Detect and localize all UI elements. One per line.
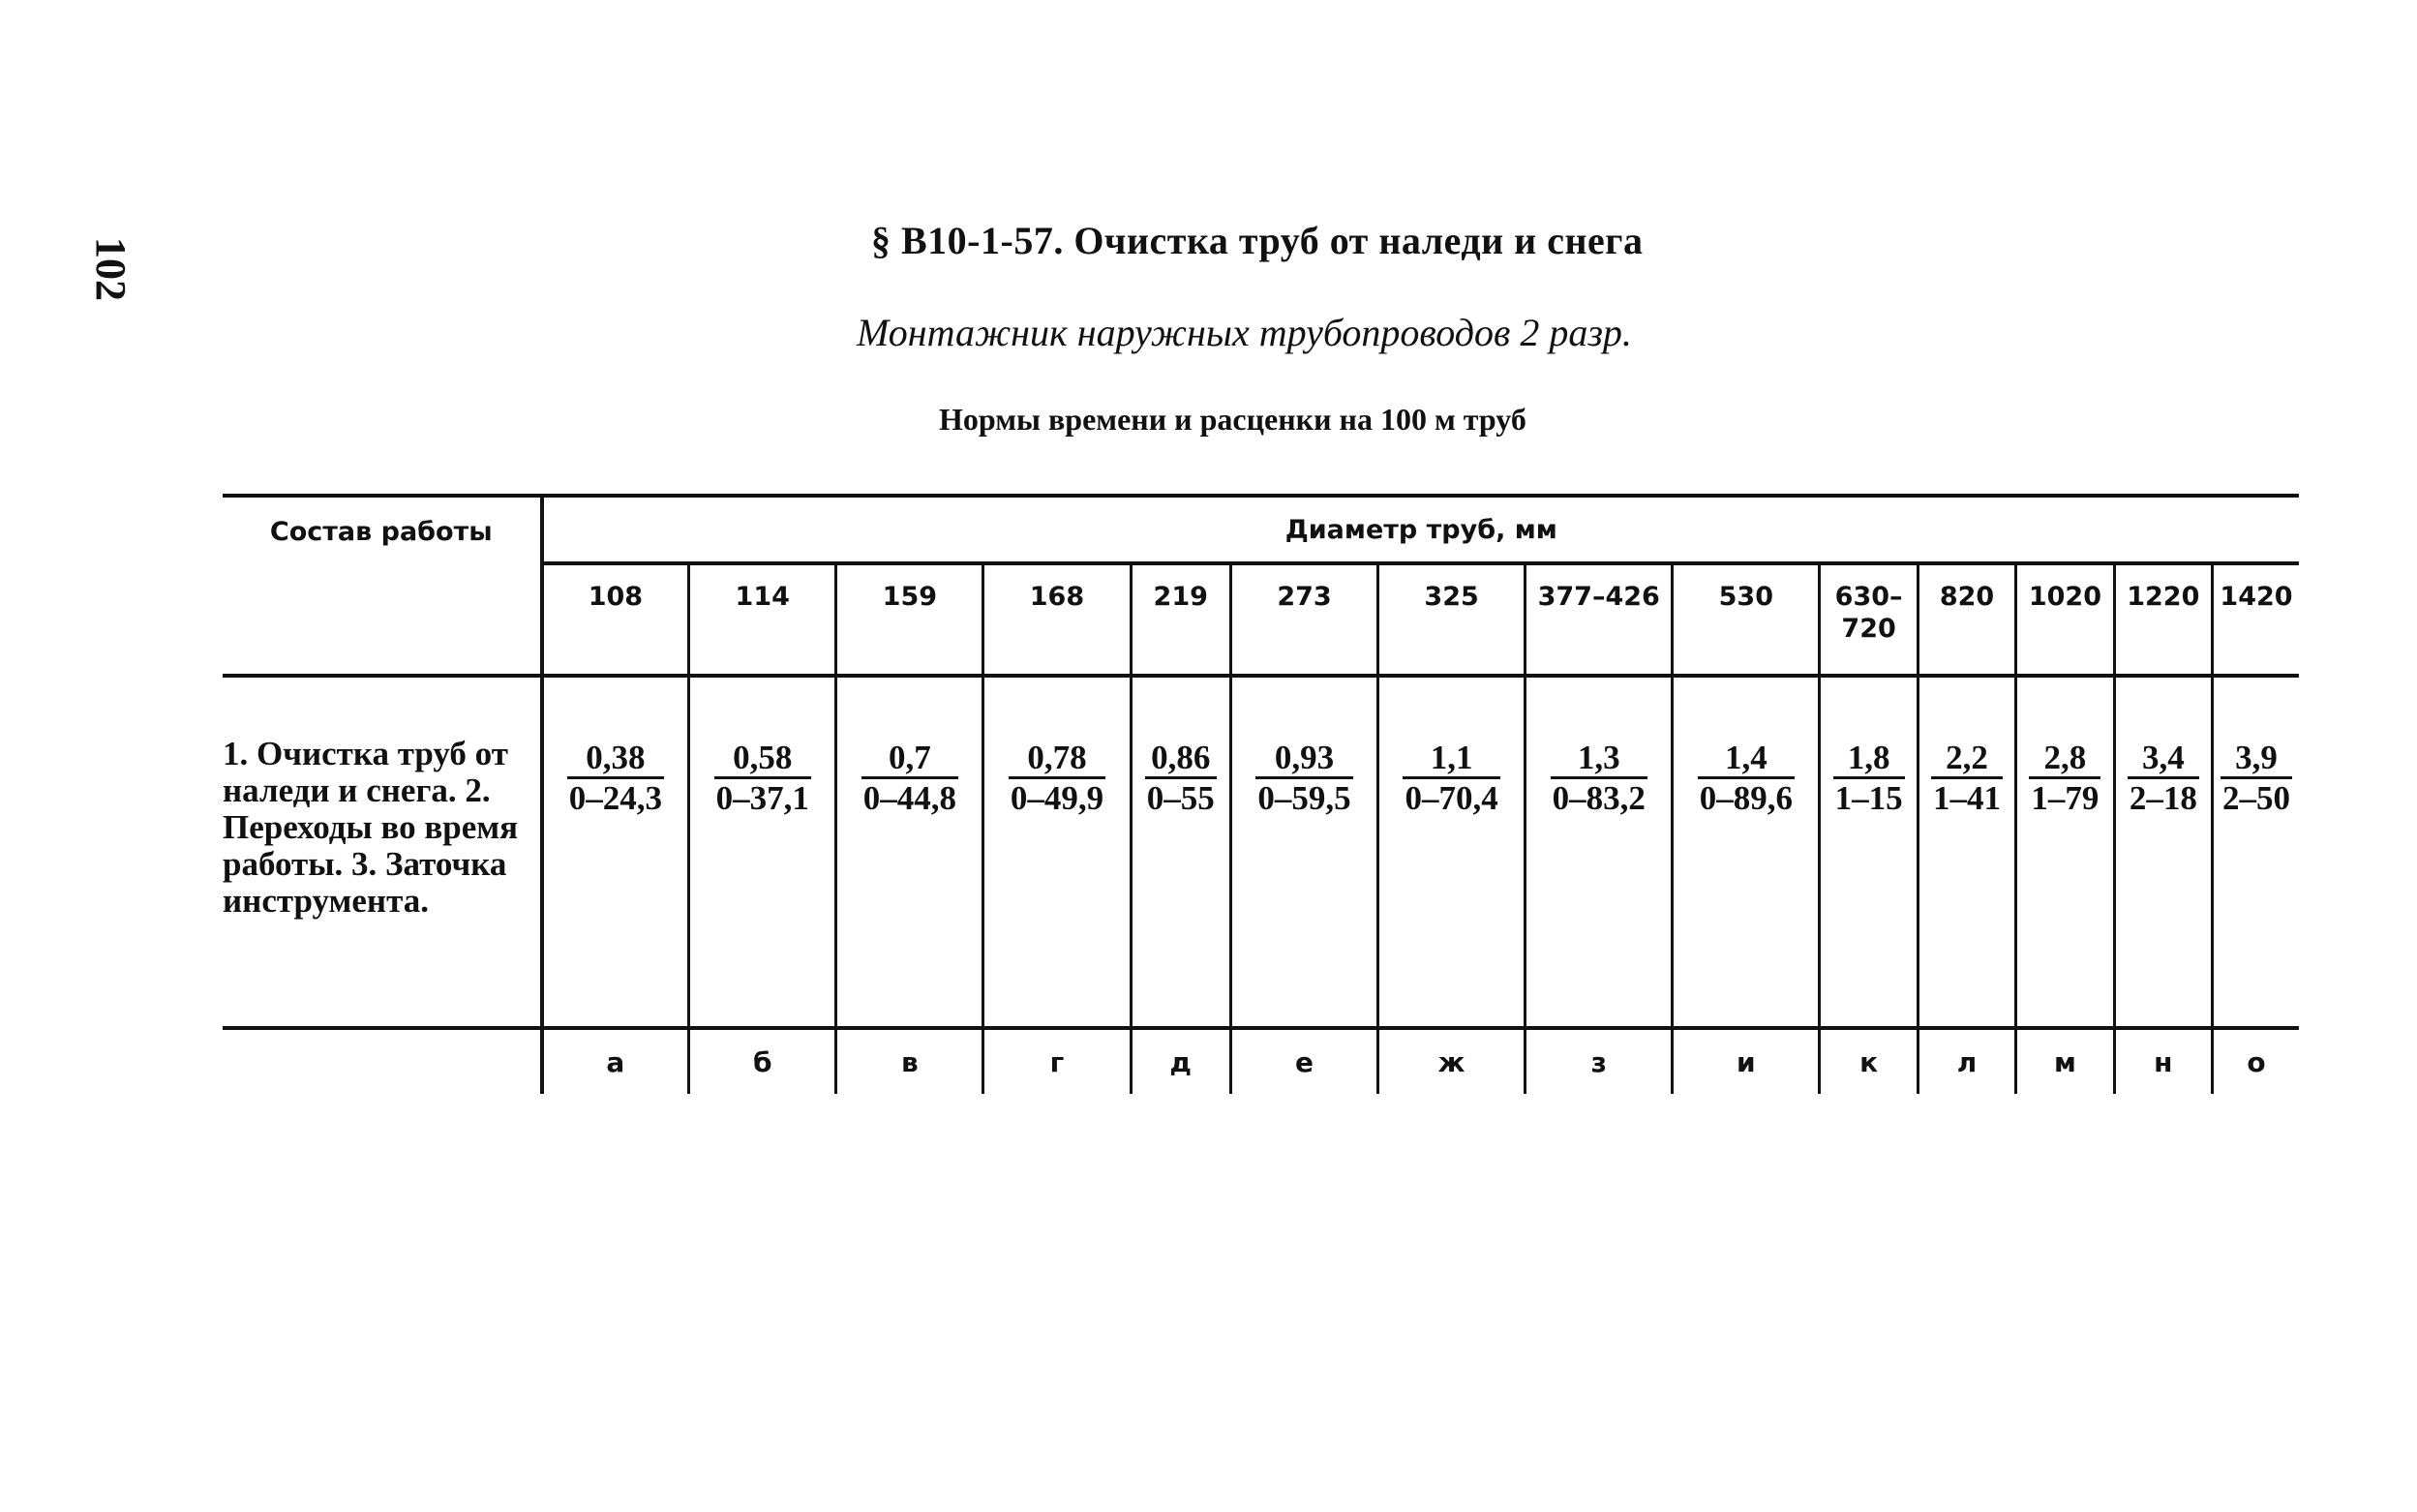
norm-rate-fraction <box>1931 740 2003 818</box>
norm-rate-fraction <box>1551 740 1647 818</box>
rate-value: 0–89,6 <box>1699 779 1793 817</box>
rate-value: 0–55 <box>1146 779 1215 817</box>
rate-value: 1–79 <box>2031 779 2100 817</box>
column-letter: м <box>2016 1028 2114 1094</box>
column-letter: к <box>1820 1028 1918 1094</box>
norm-rate-fraction <box>1403 740 1499 818</box>
column-letter: о <box>2247 1045 2266 1078</box>
diameter-cell: 630–720 <box>1820 563 1918 676</box>
rate-value: 1–15 <box>1834 779 1903 817</box>
rate-value: 0–37,1 <box>715 779 809 817</box>
norm-rate-fraction <box>1255 740 1352 818</box>
norm-rate-fraction <box>714 740 811 818</box>
diameter-cell: 219 <box>1131 563 1230 676</box>
norm-rate-cell <box>689 676 836 1028</box>
diameter-cell: 168 <box>983 563 1131 676</box>
norm-rate-cell <box>1918 676 2015 1028</box>
time-norm-value: 1,4 <box>1698 740 1795 779</box>
norm-rate-fraction <box>1698 740 1795 818</box>
column-letter: з <box>1526 1028 1673 1094</box>
norms-table <box>223 494 2299 1094</box>
norm-rate-fraction <box>1009 740 1105 818</box>
norm-rate-fraction <box>1145 740 1217 818</box>
column-letter: н <box>2114 1028 2212 1094</box>
norm-rate-cell <box>1673 676 1820 1028</box>
diameter-cell: 114 <box>689 563 836 676</box>
time-norm-value: 0,58 <box>714 740 811 779</box>
time-norm-value: 0,38 <box>567 740 664 779</box>
time-norm-value: 3,4 <box>2128 740 2199 779</box>
norm-rate-cell <box>1230 676 1377 1028</box>
column-letter: б <box>689 1028 836 1094</box>
column-letter: д <box>1131 1028 1230 1094</box>
column-letter: г <box>983 1028 1131 1094</box>
time-norm-value: 0,7 <box>861 740 958 779</box>
section-heading: § В10-1-57. Очистка труб от наледи и снега <box>871 219 1644 262</box>
time-norm-value: 3,9 <box>2221 740 2292 779</box>
diameter-cell: 159 <box>836 563 983 676</box>
diameter-cell: 377–426 <box>1526 563 1673 676</box>
norm-rate-fraction <box>2221 740 2292 818</box>
diameter-cell: 820 <box>1918 563 2015 676</box>
norm-rate-cell <box>2114 676 2212 1028</box>
norm-rate-fraction <box>1833 740 1905 818</box>
norm-rate-fraction <box>2029 740 2100 818</box>
rate-value: 0–70,4 <box>1405 779 1498 817</box>
norm-rate-cell <box>2213 676 2299 1028</box>
diameter-cell: 1220 <box>2114 563 2212 676</box>
norm-rate-fraction <box>2128 740 2199 818</box>
rate-value: 0–83,2 <box>1552 779 1646 817</box>
time-norm-value: 0,93 <box>1255 740 1352 779</box>
rate-value: 2–50 <box>2222 779 2290 817</box>
worker-subtitle: Монтажник наружных трубопроводов 2 разр. <box>857 311 1632 354</box>
diameter-cell: 273 <box>1230 563 1377 676</box>
column-letter: ж <box>1378 1028 1526 1094</box>
diameter-header: Диаметр труб, мм <box>542 496 2299 563</box>
column-letter: л <box>1918 1028 2015 1094</box>
time-norm-value: 1,1 <box>1403 740 1499 779</box>
norm-rate-cell <box>542 676 689 1028</box>
norm-rate-cell <box>1131 676 1230 1028</box>
time-norm-value: 2,2 <box>1931 740 2003 779</box>
page-number: 102 <box>87 237 135 301</box>
diameter-cell: 530 <box>1673 563 1820 676</box>
norm-rate-cell <box>983 676 1131 1028</box>
diameter-cell: 108 <box>542 563 689 676</box>
norms-row <box>223 676 2299 1028</box>
norm-rate-cell <box>836 676 983 1028</box>
time-norm-value: 2,8 <box>2029 740 2100 779</box>
column-letter: и <box>1673 1028 1820 1094</box>
work-composition-header: Состав работы <box>223 496 542 676</box>
column-letters-row <box>223 1028 2299 1094</box>
time-norm-value: 0,86 <box>1145 740 1217 779</box>
time-norm-value: 1,3 <box>1551 740 1647 779</box>
column-letter: в <box>836 1028 983 1094</box>
rate-value: 2–18 <box>2129 779 2197 817</box>
diameter-cell: 325 <box>1378 563 1526 676</box>
diameter-cell: 1420 <box>2213 563 2299 676</box>
empty-footer-cell <box>223 1028 542 1094</box>
column-letter: е <box>1230 1028 1377 1094</box>
time-norm-value: 0,78 <box>1009 740 1105 779</box>
rate-value: 0–59,5 <box>1257 779 1351 817</box>
norm-rate-cell <box>1526 676 1673 1028</box>
norm-rate-cell <box>1378 676 1526 1028</box>
rate-value: 0–44,8 <box>862 779 956 817</box>
norm-rate-cell <box>2016 676 2114 1028</box>
time-norm-value: 1,8 <box>1833 740 1905 779</box>
norm-rate-fraction <box>567 740 664 818</box>
diameter-cell: 1020 <box>2016 563 2114 676</box>
norm-rate-fraction <box>861 740 958 818</box>
rate-value: 0–24,3 <box>568 779 662 817</box>
column-letter: а <box>542 1028 689 1094</box>
rate-value: 1–41 <box>1933 779 2001 817</box>
work-description: 1. Очистка труб от наледи и снега. 2. Переходы во время работы. 3. Заточка инструмента. <box>223 676 542 1028</box>
rate-value: 0–49,9 <box>1010 779 1104 817</box>
table-caption: Нормы времени и расценки на 100 м труб <box>939 402 1526 437</box>
norm-rate-cell <box>1820 676 1918 1028</box>
